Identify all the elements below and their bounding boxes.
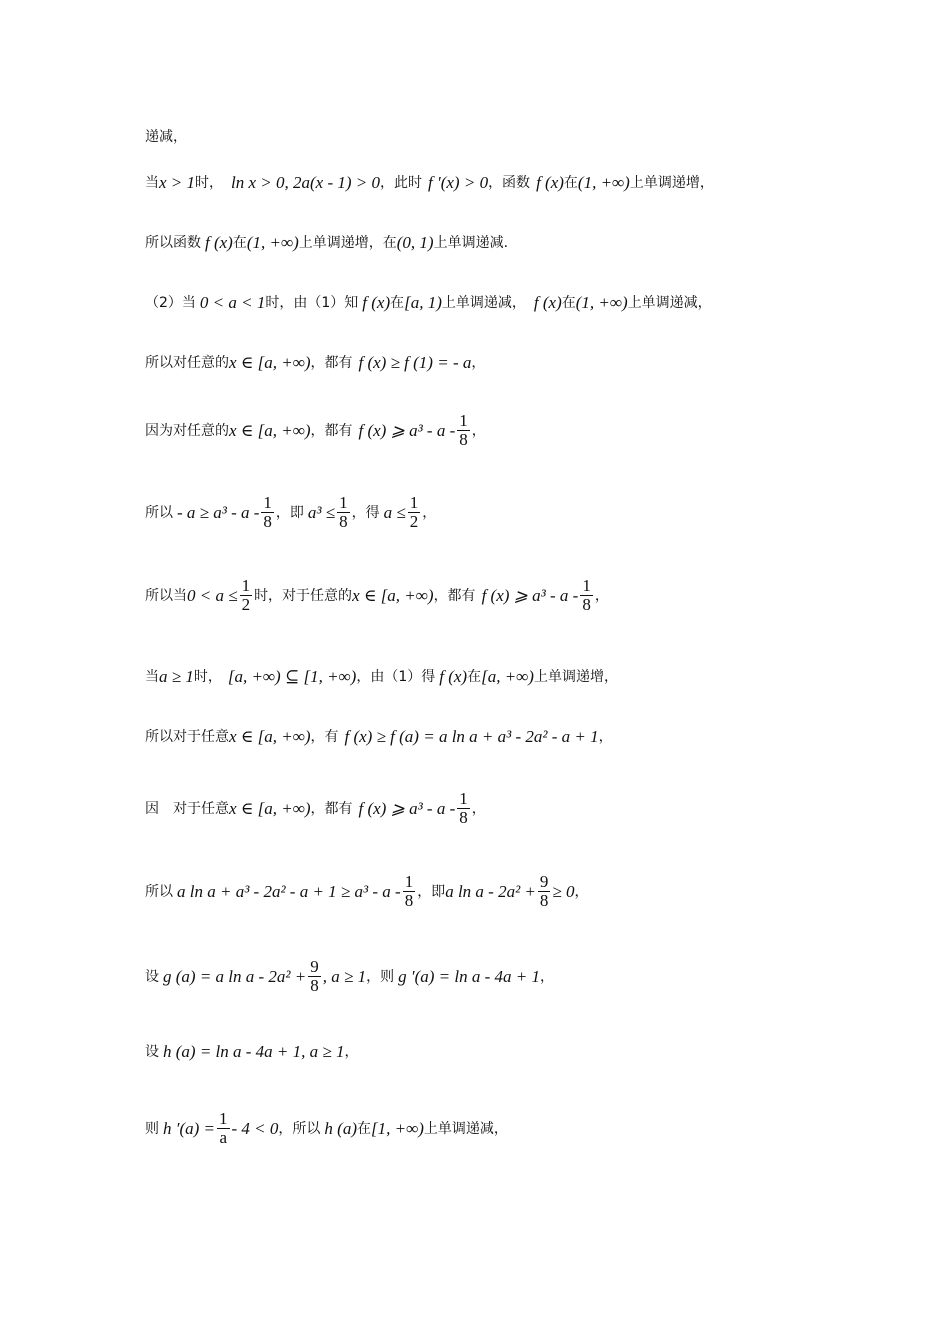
text-line-2	[145, 173, 714, 193]
math-expression: x ∈ [a, +∞)	[229, 420, 311, 440]
text: 在	[467, 669, 482, 685]
text: 所以对任意的	[145, 355, 229, 371]
text: 在	[356, 1120, 371, 1137]
fraction	[457, 790, 470, 827]
fraction-denominator: a	[219, 1128, 228, 1147]
fraction-numerator: 1	[263, 493, 272, 512]
math-expression: , a ≥ 1	[322, 966, 367, 986]
text: ，即	[417, 883, 446, 900]
math-expression: a ≥ 1	[159, 667, 194, 686]
text: ，	[471, 800, 486, 817]
text: 在	[390, 295, 405, 311]
text: 所以对于任意	[145, 729, 229, 745]
text: 在	[232, 235, 247, 251]
math-expression: h (a) = ln a - 4a + 1, a ≥ 1	[163, 1042, 345, 1061]
text: 上单调递减.	[433, 235, 509, 251]
fraction	[538, 873, 551, 910]
text: （2）当	[145, 295, 196, 311]
text-line-3	[145, 233, 508, 253]
math-expression: (0, 1)	[396, 233, 434, 252]
text: 时，	[195, 175, 224, 191]
fraction	[457, 412, 470, 449]
math-expression: [1, +∞)	[370, 1118, 424, 1138]
math-expression: f (x)	[533, 293, 562, 312]
text: ，	[422, 504, 437, 521]
text: ，都有	[310, 355, 353, 371]
math-expression: [a, +∞) ⊆ [1, +∞)	[227, 667, 357, 686]
math-expression: ln x > 0, 2a(x - 1) > 0	[231, 173, 381, 192]
text-line-13	[145, 958, 554, 995]
math-expression: g (a) = a ln a - 2a² +	[163, 966, 307, 986]
text: 上单调递增，	[629, 175, 714, 191]
math-expression: f (x)	[536, 173, 564, 192]
math-expression: f (x)	[362, 293, 391, 312]
math-expression: a ln a - 2a² +	[445, 881, 536, 901]
text-line-15	[145, 1110, 508, 1147]
text: 时，	[193, 669, 222, 685]
math-expression: f (x)	[439, 667, 468, 686]
text: 上单调递减，	[441, 295, 526, 311]
fraction-numerator: 1	[241, 576, 251, 595]
text-line-6	[145, 412, 486, 449]
text-line-7	[145, 494, 436, 531]
fraction-denominator: 8	[459, 808, 468, 827]
fraction	[217, 1110, 230, 1147]
fraction-denominator: 8	[539, 891, 549, 910]
text: ，此时	[380, 175, 423, 191]
text: 设	[145, 1044, 159, 1060]
text: ，由（1）得	[356, 669, 436, 685]
fraction	[240, 577, 253, 614]
math-expression: h ′(a) =	[163, 1118, 216, 1138]
fraction-denominator: 8	[404, 891, 414, 910]
math-expression: a³ ≤	[307, 502, 336, 522]
text: ，	[594, 587, 609, 604]
text: ，	[598, 729, 613, 745]
math-expression: x ∈ [a, +∞)	[229, 353, 311, 372]
text: ，	[539, 968, 554, 985]
math-expression: f ′(x) > 0	[428, 173, 489, 192]
text: ，得	[351, 504, 380, 521]
fraction	[261, 494, 274, 531]
text: ，即	[275, 504, 304, 521]
fraction-numerator: 9	[310, 957, 319, 976]
fraction-denominator: 8	[263, 512, 272, 531]
text: 所以	[145, 883, 173, 900]
text: 上单调递减，	[627, 295, 712, 311]
text: 当	[145, 669, 159, 685]
text: ，都有	[433, 587, 476, 604]
fraction-denominator: 8	[339, 512, 348, 531]
text: ，	[471, 355, 486, 371]
text-line-9	[145, 667, 618, 687]
text: ，所以	[278, 1120, 321, 1137]
text: ，则	[366, 968, 395, 985]
fraction	[408, 494, 421, 531]
fraction	[580, 577, 593, 614]
text: 时，对于任意的	[254, 587, 353, 604]
math-expression: 0 < a ≤	[187, 585, 238, 605]
text-line-8	[145, 577, 609, 614]
text-line-14	[145, 1042, 358, 1062]
math-expression: (1, +∞)	[577, 173, 630, 192]
fraction-numerator: 1	[409, 493, 419, 512]
math-expression: a ln a + a³ - 2a² - a + 1 ≥ a³ - a -	[177, 881, 401, 901]
text: 设	[145, 968, 159, 985]
fraction-numerator: 1	[404, 872, 414, 891]
math-expression: 0 < a < 1	[199, 293, 266, 312]
math-expression: x ∈ [a, +∞)	[352, 585, 434, 605]
math-expression: - a ≥ a³ - a -	[177, 502, 260, 522]
fraction-numerator: 1	[219, 1109, 228, 1128]
math-expression: (1, +∞)	[575, 293, 628, 312]
fraction	[403, 873, 416, 910]
fraction-denominator: 2	[241, 595, 251, 614]
text-line-10	[145, 727, 613, 747]
text: 上单调递减，	[423, 1120, 508, 1137]
math-expression: (1, +∞)	[246, 233, 299, 252]
fraction-denominator: 8	[582, 595, 591, 614]
math-expression: x ∈ [a, +∞)	[229, 798, 311, 818]
text: 上单调递增，	[533, 669, 618, 685]
text: ，	[344, 1044, 359, 1060]
math-expression: x ∈ [a, +∞)	[229, 727, 311, 746]
fraction	[308, 958, 321, 995]
math-expression: x > 1	[159, 173, 196, 192]
text: 因 对于任意	[145, 800, 229, 817]
text: 当	[145, 175, 159, 191]
math-expression: f (x) ⩾ a³ - a -	[481, 585, 579, 605]
text: ，都有	[310, 422, 353, 439]
math-expression: f (x) ≥ f (a) = a ln a + a³ - 2a² - a + 1	[344, 727, 599, 746]
text: ，都有	[310, 800, 353, 817]
fraction-numerator: 1	[459, 411, 468, 430]
fraction-denominator: 8	[459, 430, 468, 449]
math-expression: a ≤	[383, 502, 406, 522]
math-expression: h (a)	[324, 1118, 357, 1138]
math-expression: - 4 < 0	[231, 1118, 279, 1138]
math-expression: f (x)	[205, 233, 233, 252]
fraction-numerator: 9	[539, 872, 549, 891]
text-line-12	[145, 873, 588, 910]
text-line-4	[145, 293, 712, 313]
fraction	[337, 494, 350, 531]
text: 所以	[145, 504, 173, 521]
text: ，	[471, 422, 486, 439]
text: ，有	[310, 729, 339, 745]
text: 所以函数	[145, 235, 201, 251]
fraction-denominator: 2	[409, 512, 419, 531]
fraction-numerator: 1	[339, 493, 348, 512]
math-expression: f (x) ⩾ a³ - a -	[358, 798, 456, 818]
text-line-1	[145, 127, 187, 147]
fraction-denominator: 8	[310, 976, 319, 995]
text-line-11	[145, 790, 486, 827]
math-expression: [a, +∞)	[481, 667, 534, 686]
math-expression: f (x) ≥ f (1) = - a	[358, 353, 472, 372]
text: 因为对任意的	[145, 422, 229, 439]
math-expression: g ′(a) = ln a - 4a + 1	[398, 966, 540, 986]
math-expression: ≥ 0	[552, 881, 575, 901]
math-expression: f (x) ⩾ a³ - a -	[358, 420, 456, 440]
text: 递减，	[145, 129, 187, 145]
text: 在	[561, 295, 576, 311]
fraction-numerator: 1	[459, 789, 468, 808]
fraction-numerator: 1	[582, 576, 591, 595]
text: ，	[574, 883, 589, 900]
text: 时，由（1）知	[265, 295, 359, 311]
text: 所以当	[145, 587, 187, 604]
text: 则	[145, 1120, 159, 1137]
text-line-5	[145, 353, 485, 373]
text: 上单调递增，在	[298, 235, 397, 251]
text: ，函数	[488, 175, 531, 191]
math-expression: [a, 1)	[404, 293, 442, 312]
text: 在	[563, 175, 578, 191]
